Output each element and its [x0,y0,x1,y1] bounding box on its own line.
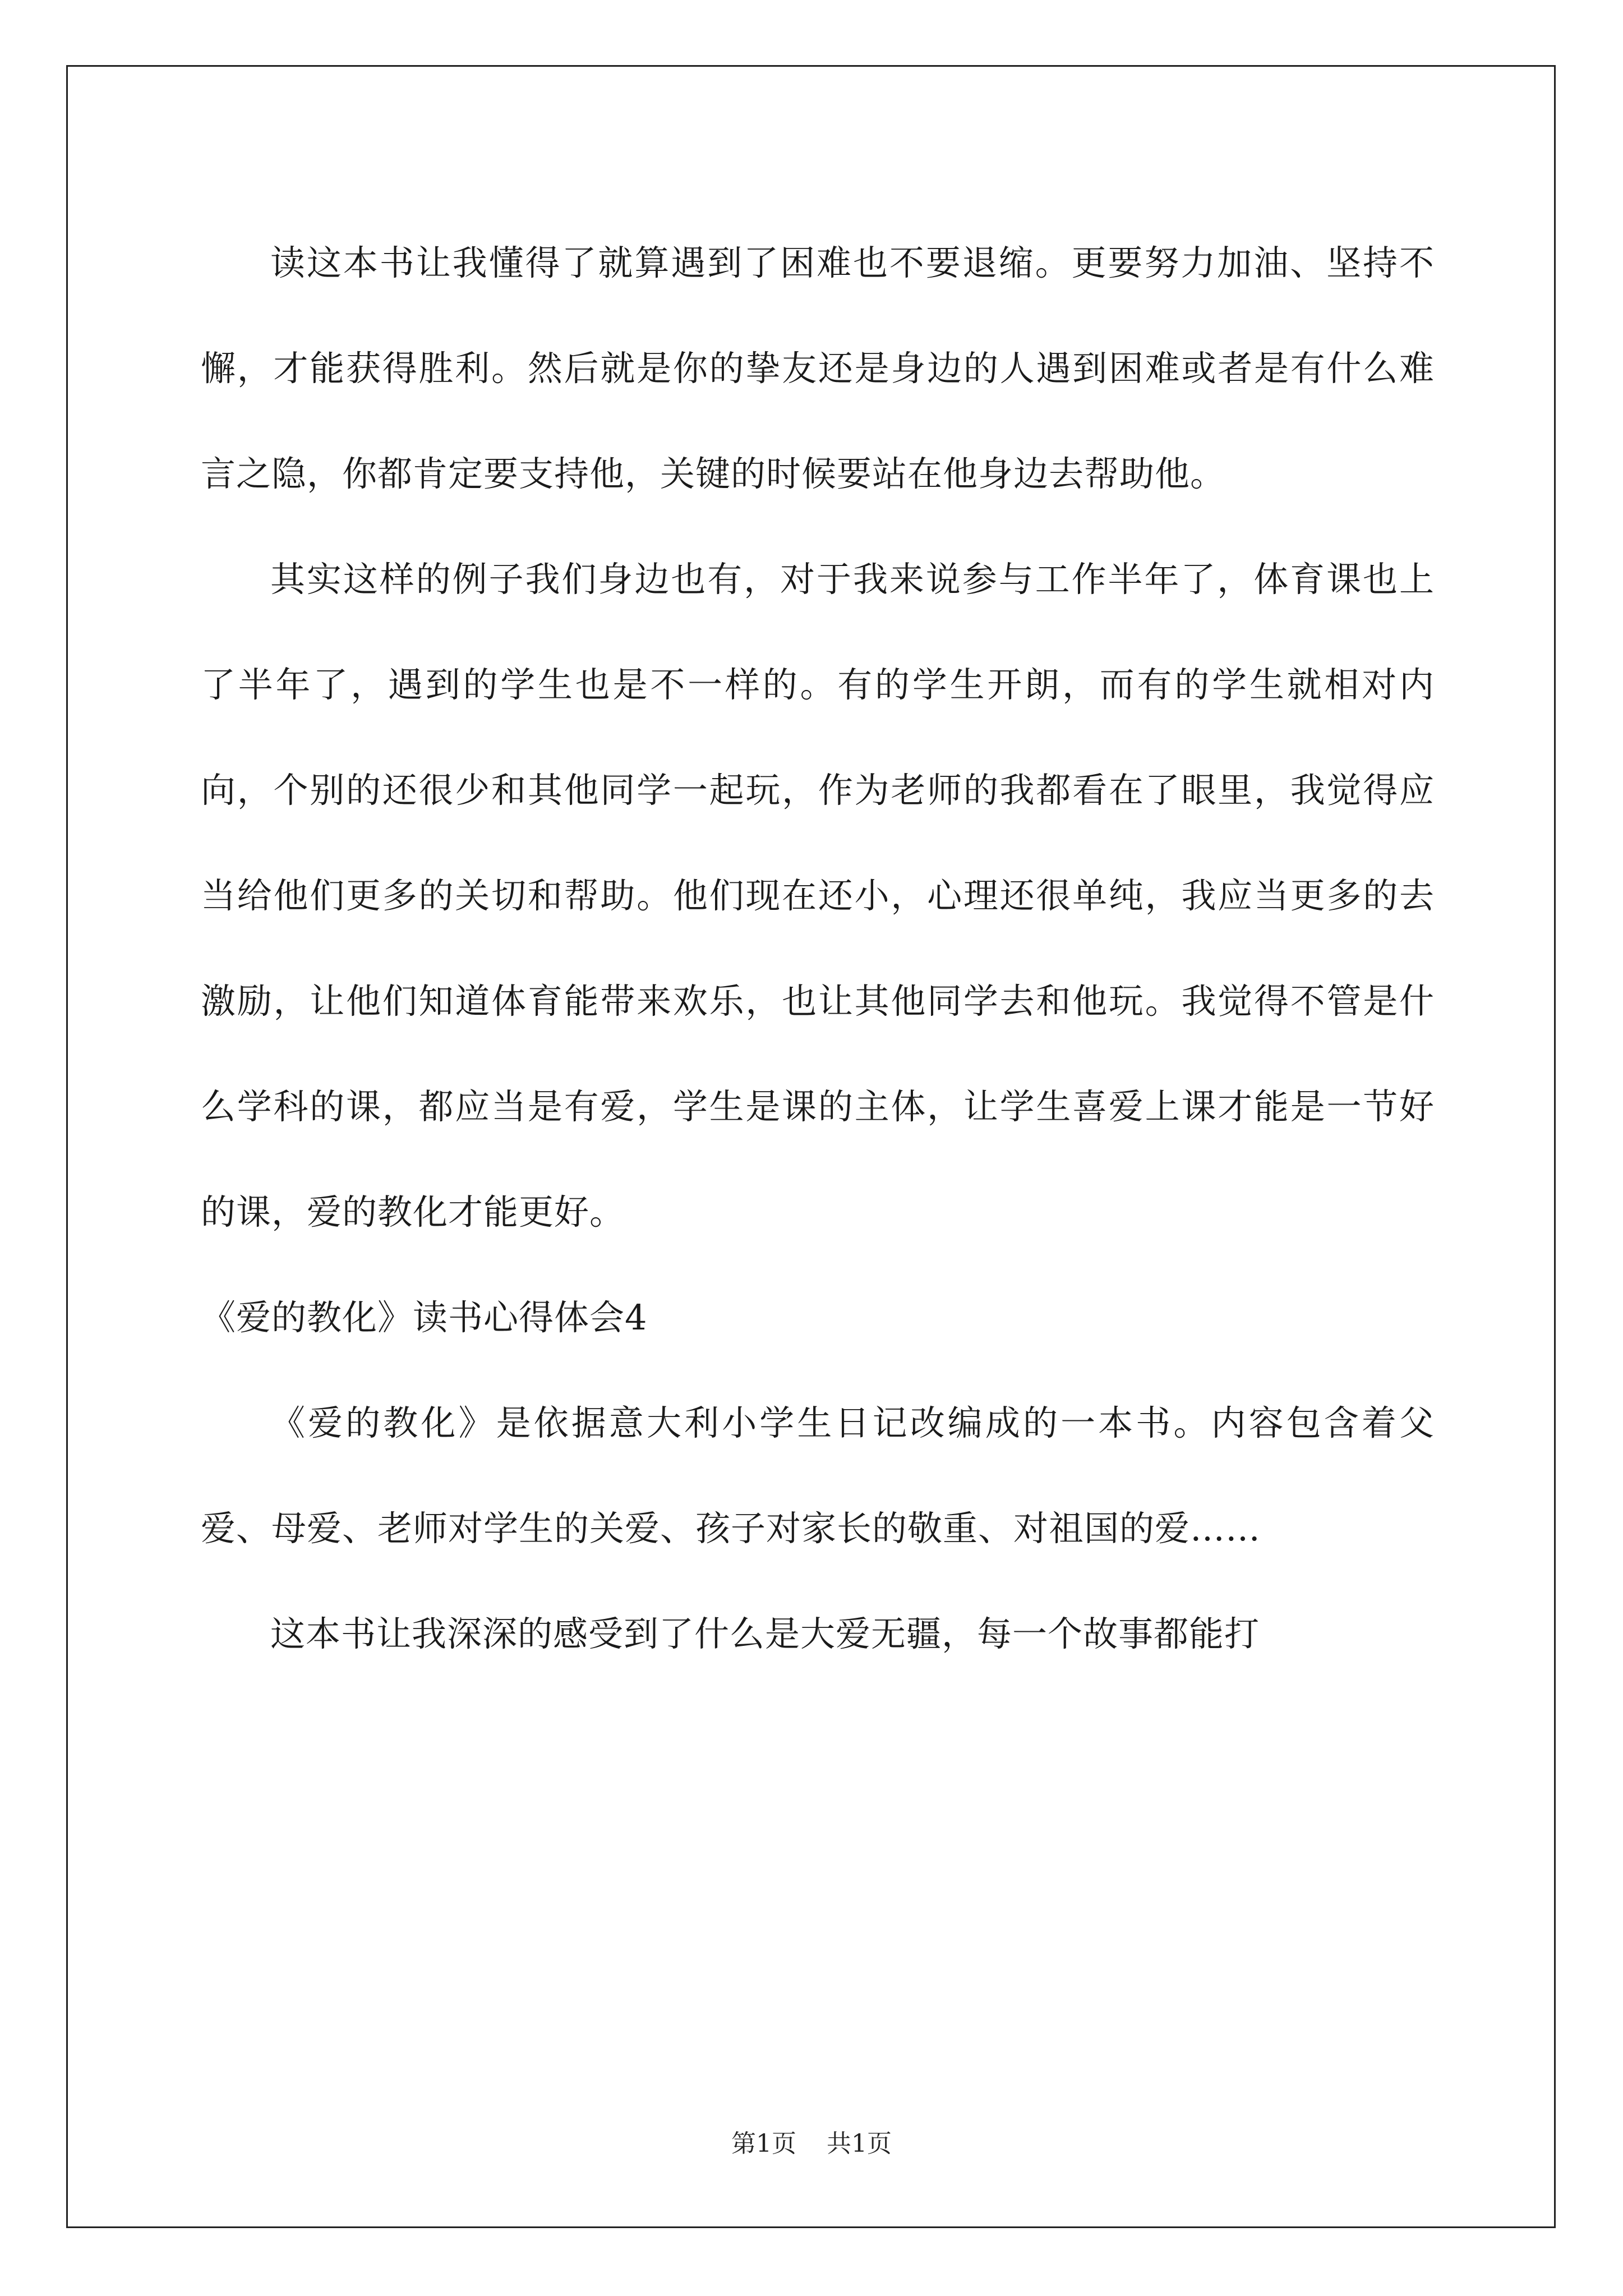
section-heading: 《爱的教化》读书心得体会4 [201,1297,648,1338]
paragraph-2: 其实这样的例子我们身边也有，对于我来说参与工作半年了，体育课也上了半年了，遇到的学生也是不一样的。有的学生开朗，而有的学生就相对内向，个别的还很少和其他同学一起玩，作为老师的我都看在了眼里，我觉得应当给他们更多的关切和帮助。他们现在还小，心理还很单纯，我应当更多的去激励，让他们知道体育能带来欢乐，也让其他同学去和他玩。我觉得不管是什么学科的课，都应当是有爱，学生是课的主体，让学生喜爱上课才能是一节好的课，爱的教化才能更好。 [201,559,1435,1232]
paragraph-4: 这本书让我深深的感受到了什么是大爱无疆，每一个故事都能打 [270,1613,1260,1654]
document-body [201,210,1435,1687]
paragraph-3: 《爱的教化》是依据意大利小学生日记改编成的一本书。内容包含着父爱、母爱、老师对学生的关爱、孩子对家长的敬重、对祖国的爱…… [201,1402,1435,1549]
paragraph-1: 读这本书让我懂得了就算遇到了困难也不要退缩。更要努力加油、坚持不懈，才能获得胜利。然后就是你的挚友还是身边的人遇到困难或者是有什么难言之隐，你都肯定要支持他，关键的时候要站在他身边去帮助他。 [201,242,1435,494]
page-total: 共1页 [827,2129,892,2158]
page-footer [0,2123,1623,2159]
page-number: 第1页 [731,2129,796,2158]
